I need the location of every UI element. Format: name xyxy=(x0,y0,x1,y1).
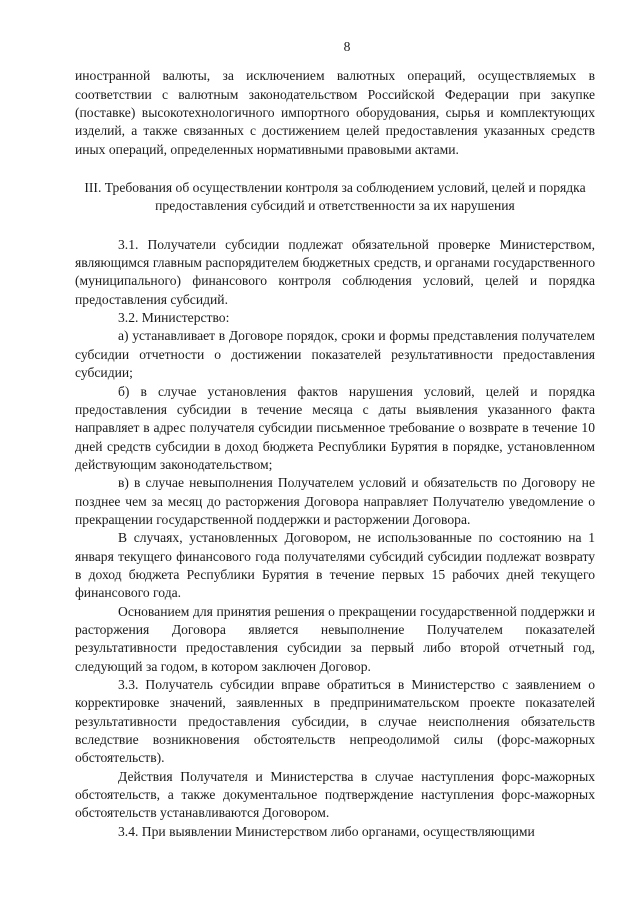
paragraph: б) в случае установления фактов нарушения условий, целей и порядка предоставления субсидии в течение месяца с даты выявления указанного факта направляет в адрес получателя субсидии письменное требование о возврате в течение 10 дней средств субсидии в доход бюджета Республики Бурятия в порядке, установленном действующим законодательством; xyxy=(75,383,595,472)
paragraph: в) в случае невыполнения Получателем условий и обязательств по Договору не позднее чем за месяц до расторжения Договора направляет Получателю уведомление о прекращении государственной поддержки и расторжении Договора. xyxy=(75,475,595,527)
paragraph: В случаях, установленных Договором, не использованные по состоянию на 1 января текущего финансового года получателями субсидий субсидии подлежат возврату в доход бюджета Республики Бурятия в течение первых 15 рабочих дней текущего финансового года. xyxy=(75,530,595,601)
document-body xyxy=(75,67,595,841)
paragraph: Действия Получателя и Министерства в случае наступления форс-мажорных обстоятельств, а также документальное подтверждение наступления форс-мажорных обстоятельств устанавливаются Договором. xyxy=(75,768,595,821)
page-number: 8 xyxy=(343,39,351,54)
paragraph: 3.4. При выявлении Министерством либо органами, осуществляющими xyxy=(118,823,535,839)
paragraph: 3.2. Министерство: xyxy=(118,310,230,326)
section-heading: III. Требования об осуществлении контроля за соблюдением условий, целей и порядка предоставления субсидий и ответственности за их нарушения xyxy=(84,180,586,214)
paragraph: 3.3. Получатель субсидии вправе обратиться в Министерство с заявлением о корректировке значений, заявленных в предпринимательском проекте показателей результативности предоставления субсидии, в случае неисполнения обязательств вследствие возникновения обстоятельств непреодолимой силы (форс-мажорных обстоятельств). xyxy=(75,677,595,766)
paragraph: 3.1. Получатели субсидии подлежат обязательной проверке Министерством, являющимся главным распорядителем бюджетных средств, и органами государственного (муниципального) финансового контроля соблюдения условий, целей и порядка предоставления субсидий. xyxy=(75,236,595,307)
paragraph: Основанием для принятия решения о прекращении государственной поддержки и расторжения Договора является невыполнение Получателем показателей результативности предоставления субсидии за первый либо второй отчетный год, следующий за годом, в котором заключен Договор. xyxy=(75,603,595,674)
paragraph: иностранной валюты, за исключением валютных операций, осуществляемых в соответствии с валютным законодательством Российской Федерации при закупке (поставке) высокотехнологичного импортного оборудования, сырья и комплектующих изделий, а также связанных с достижением целей предоставления указанных средств иных операций, определенных нормативными правовыми актами. xyxy=(75,68,595,157)
paragraph: а) устанавливает в Договоре порядок, сроки и формы представления получателем субсидии отчетности о достижении показателей результативности предоставления субсидии; xyxy=(75,328,595,381)
document-page xyxy=(75,38,595,841)
